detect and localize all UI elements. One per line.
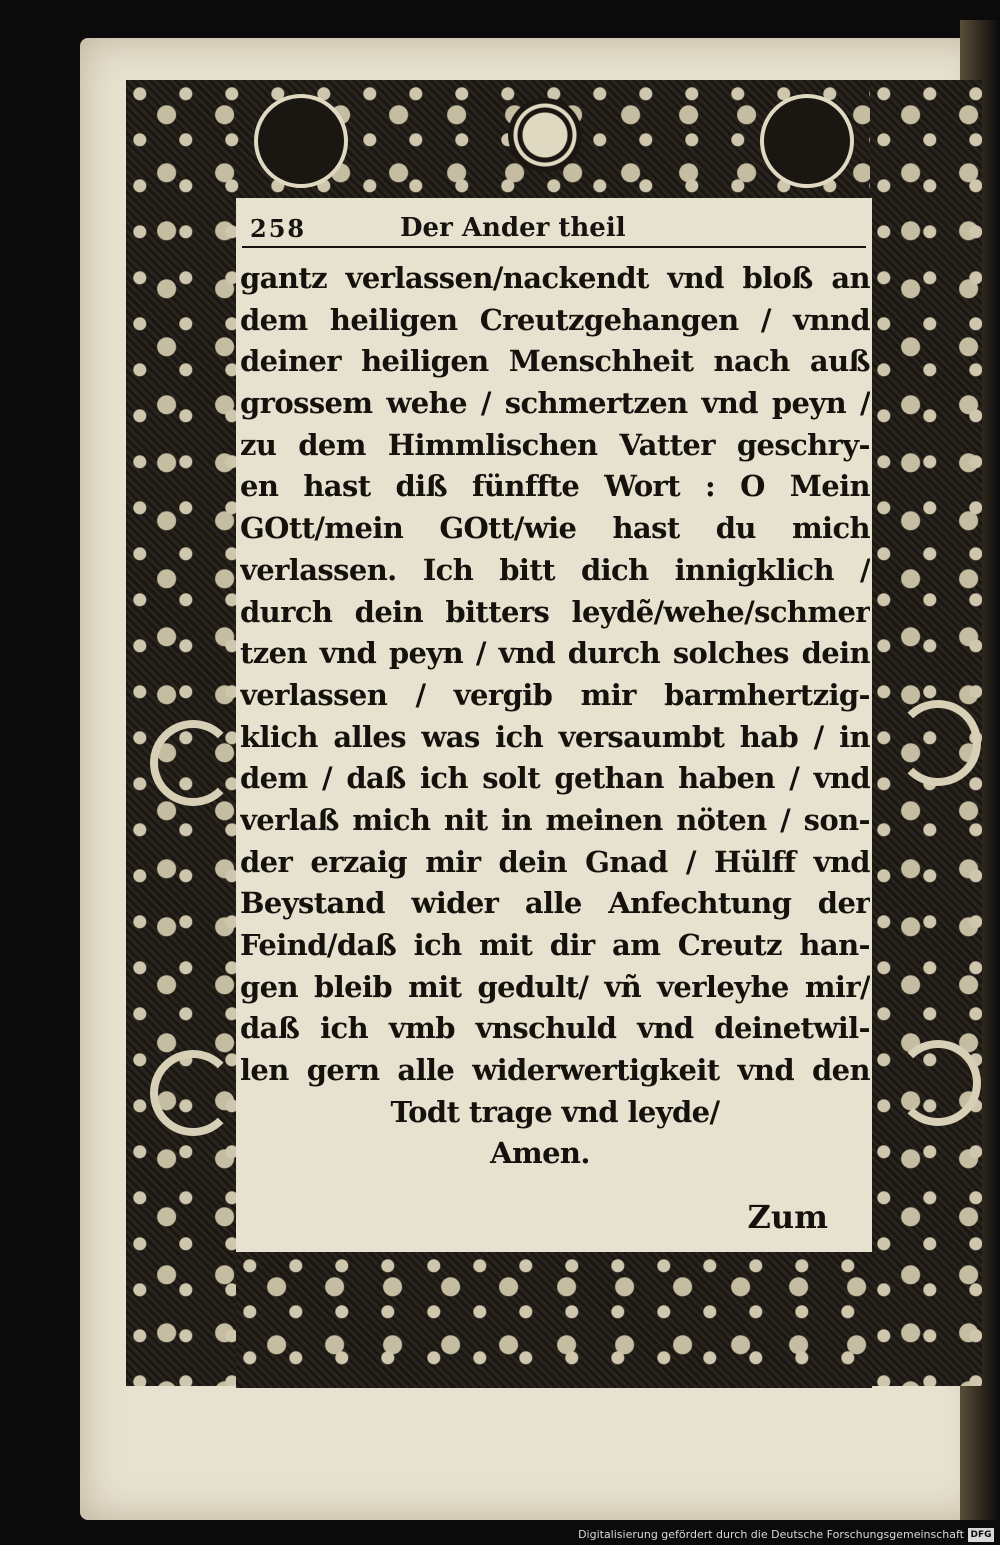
text-line: Feind/daß ich mit dir am Creutz han-	[240, 928, 870, 962]
text-line: der erzaig mir dein Gnad / Hülff vnd	[240, 844, 870, 879]
text-line: Beystand wider alle Anfechtung der	[240, 886, 870, 921]
woodcut-border-bottom	[236, 1252, 872, 1388]
star-roundel-ornament	[760, 94, 854, 188]
text-line: dem / daß ich solt gethan haben / vnd	[240, 761, 870, 796]
scroll-ornament	[895, 1040, 981, 1126]
text-line: dem heiligen Creutzgehangen / vnnd	[240, 302, 870, 337]
text-line: zu dem Himmlischen Vatter geschry-	[240, 427, 870, 462]
text-line: daß ich vmb vnschuld vnd deinetwil-	[240, 1011, 870, 1046]
text-line: len gern alle widerwertigkeit vnd den	[240, 1053, 870, 1088]
text-line: klich alles was ich versaumbt hab / in	[240, 719, 870, 754]
text-line: deiner heiligen Menschheit nach auß	[240, 344, 870, 379]
amen-line: Amen.	[490, 1136, 590, 1171]
scroll-ornament	[150, 1050, 236, 1136]
closing-line: Todt trage vnd leyde/	[390, 1094, 720, 1129]
body-text	[240, 258, 870, 1175]
sun-face-ornament	[508, 98, 582, 172]
text-line: en hast diß fünffte Wort : O Mein	[240, 469, 870, 504]
scroll-ornament	[150, 720, 236, 806]
scroll-ornament	[895, 700, 981, 786]
text-line: verlaß mich nit in meinen nöten / son-	[240, 802, 870, 837]
text-line: grossem wehe / schmertzen vnd peyn /	[240, 386, 870, 421]
text-line: verlassen. Ich bitt dich innigklich /	[240, 552, 870, 587]
catchword: Zum	[747, 1198, 828, 1236]
text-line: GOtt/mein GOtt/wie hast du mich	[240, 511, 870, 546]
text-line: gen bleib mit gedult/ vñ verleyhe mir/	[240, 969, 870, 1004]
dfg-logo: DFG	[968, 1528, 994, 1542]
digitization-credit: Digitalisierung gefördert durch die Deutsche Forschungsgemeinschaft	[578, 1528, 964, 1541]
star-roundel-ornament	[254, 94, 348, 188]
header-rule	[242, 246, 866, 248]
text-block	[236, 198, 872, 1252]
text-line: gantz verlassen/nackendt vnd bloß an	[240, 261, 870, 295]
text-line: durch dein bitters leydẽ/wehe/schmer	[240, 594, 870, 629]
text-line: tzen vnd peyn / vnd durch solches dein	[240, 636, 870, 671]
page-header	[250, 210, 858, 246]
page-number: 258	[250, 213, 307, 243]
text-line: verlassen / vergib mir barmhertzig-	[240, 677, 870, 712]
running-title: Der Ander theil	[400, 213, 626, 243]
